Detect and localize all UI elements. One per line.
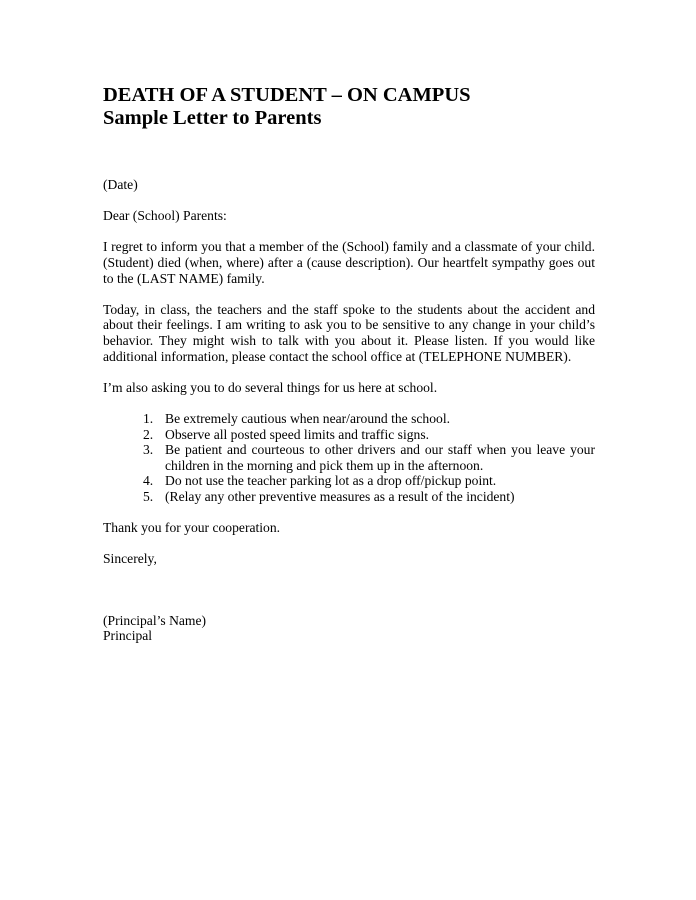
list-item-number: 2.: [143, 426, 154, 442]
request-list: [103, 411, 595, 505]
list-item: [103, 427, 595, 443]
list-item-number: 4.: [143, 473, 154, 489]
letter-paragraph-1: I regret to inform you that a member of the (School) family and a classmate of your child. (Student) died (when, where) after a (cause description). Our heartfelt sympathy goes out to the (LAST NAME) family.: [103, 239, 595, 286]
signature-block: [103, 613, 595, 644]
letter-salutation: Dear (School) Parents:: [103, 208, 227, 224]
letter-paragraph-2: Today, in class, the teachers and the staff spoke to the students about the accident and about their feelings. I am writing to ask you to be sensitive to any change in your child’s behavior. They might wish to talk with you about it. Please listen. If you would like additional information, please contact the school office at (TELEPHONE NUMBER).: [103, 301, 595, 364]
document-subtitle: Sample Letter to Parents: [103, 107, 322, 129]
list-item-text: Be extremely cautious when near/around the school.: [165, 410, 450, 426]
list-item-number: 3.: [143, 442, 154, 458]
title-block: [103, 84, 595, 130]
signature-name: (Principal’s Name): [103, 612, 207, 628]
list-item-text: Do not use the teacher parking lot as a drop off/pickup point.: [165, 473, 497, 489]
list-item: [103, 442, 595, 473]
list-item-text: Observe all posted speed limits and traffic signs.: [165, 426, 430, 442]
list-item-text: (Relay any other preventive measures as a result of the incident): [165, 488, 515, 504]
list-item-number: 5.: [143, 488, 154, 504]
list-item: [103, 411, 595, 427]
list-intro: I’m also asking you to do several things for us here at school.: [103, 379, 438, 395]
letter-date: (Date): [103, 177, 138, 192]
letter-content: [103, 84, 595, 644]
letter-thanks: Thank you for your cooperation.: [103, 520, 281, 536]
list-item: [103, 473, 595, 489]
list-item-text: Be patient and courteous to other drivers and our staff when you leave your children in the morning and pick them up in the afternoon.: [165, 442, 595, 473]
document-title: DEATH OF A STUDENT – ON CAMPUS: [103, 84, 471, 106]
letter-closing: Sincerely,: [103, 551, 157, 567]
list-item-number: 1.: [143, 410, 154, 426]
list-item: [103, 489, 595, 505]
signature-title: Principal: [103, 628, 153, 644]
